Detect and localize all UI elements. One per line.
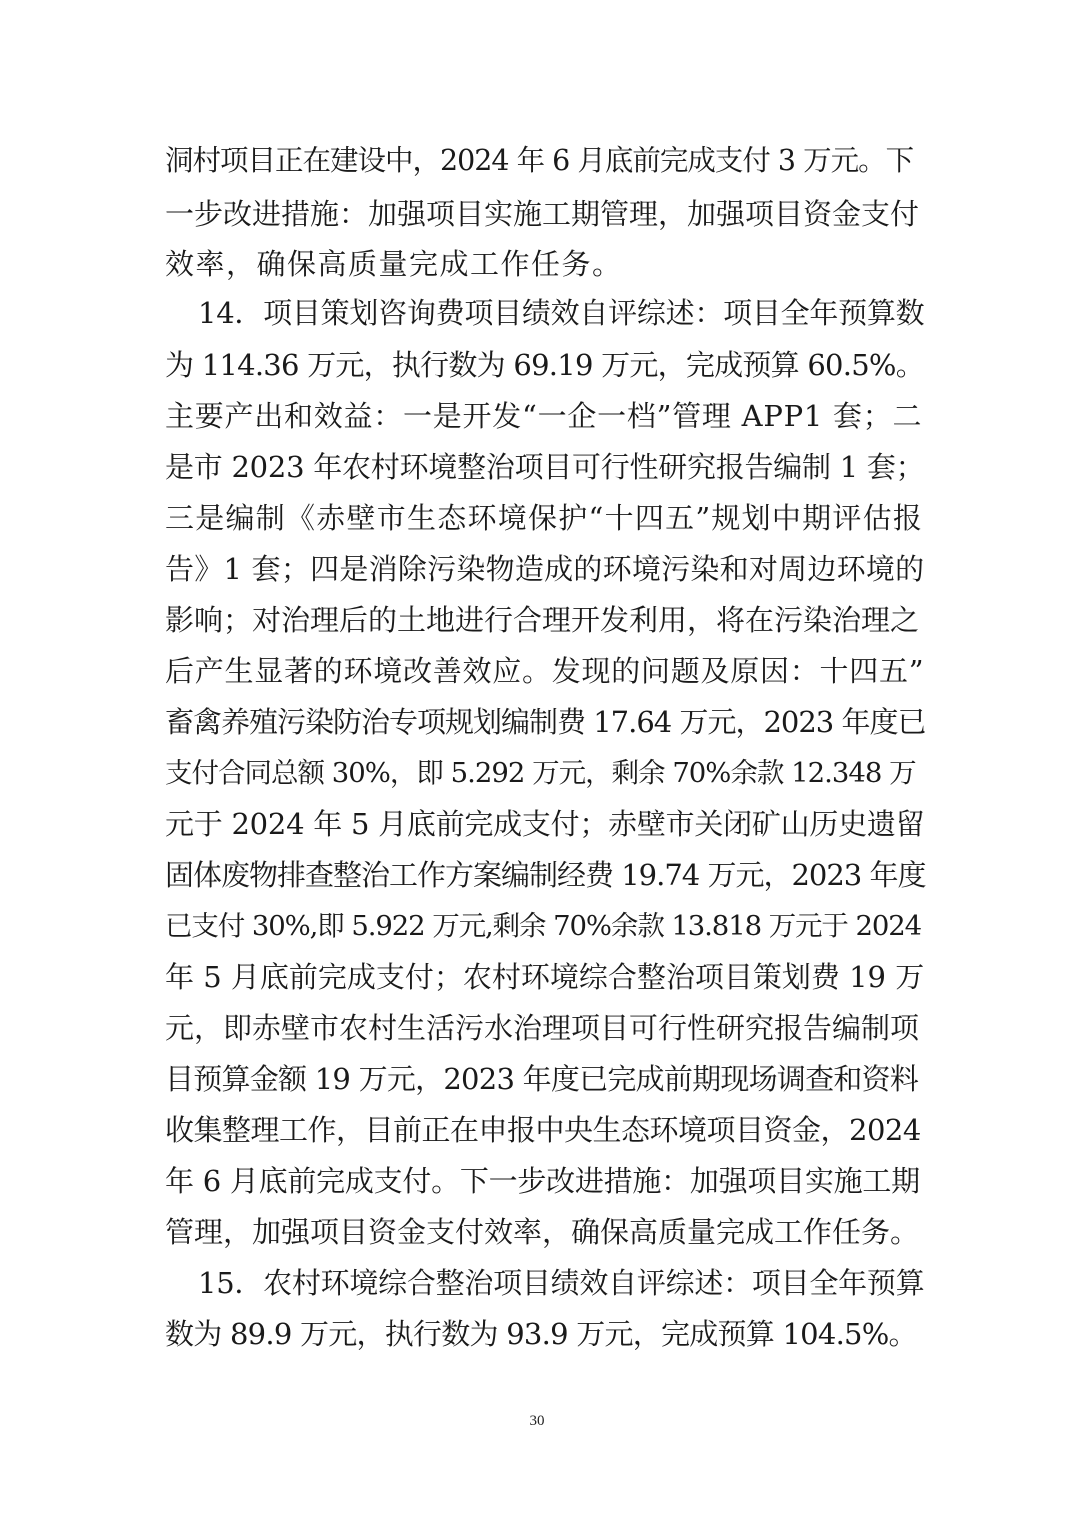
paragraph-14-start: 14．项目策划咨询费项目绩效自评综述：项目全年预算数 (198, 296, 925, 330)
text-line: 数为 89.9 万元，执行数为 93.9 万元，完成预算 104.5%。 (165, 1317, 917, 1351)
paragraph-15-start: 15．农村环境综合整治项目绩效自评综述：项目全年预算 (198, 1266, 925, 1300)
text-line: 畜禽养殖污染防治专项规划编制费 17.64 万元，2023 年度已 (165, 705, 926, 739)
text-line: 目预算金额 19 万元，2023 年度已完成前期现场调查和资料 (165, 1062, 919, 1096)
text-line: 元，即赤壁市农村生活污水治理项目可行性研究报告编制项 (165, 1011, 920, 1045)
text-line: 管理，加强项目资金支付效率，确保高质量完成工作任务。 (165, 1215, 920, 1249)
text-line: 效率，确保高质量完成工作任务。 (165, 247, 623, 281)
text-line: 主要产出和效益：一是开发“一企一档”管理 APP1 套；二 (165, 399, 923, 433)
text-line: 收集整理工作，目前正在申报中央生态环境项目资金，2024 (165, 1113, 921, 1147)
text-line: 影响；对治理后的土地进行合理开发利用，将在污染治理之 (165, 603, 920, 637)
text-line: 支付合同总额 30%，即 5.292 万元，剩余 70%余款 12.348 万 (165, 757, 916, 789)
text-line: 年 5 月底前完成支付；农村环境综合整治项目策划费 19 万 (165, 960, 925, 994)
text-line: 洞村项目正在建设中，2024 年 6 月底前完成支付 3 万元。下 (165, 144, 914, 177)
text-line: 告》1 套；四是消除污染物造成的环境污染和对周边环境的 (165, 552, 925, 586)
page-number: 30 (529, 1413, 545, 1429)
text-line: 一步改进措施：加强项目实施工期管理，加强项目资金支付 (165, 197, 920, 231)
text-line: 已支付 30%,即 5.922 万元,剩余 70%余款 13.818 万元于 2024 (165, 910, 922, 942)
text-line: 固体废物排查整治工作方案编制经费 19.74 万元，2023 年度 (165, 858, 926, 892)
text-line: 元于 2024 年 5 月底前完成支付；赤壁市关闭矿山历史遗留 (165, 807, 925, 841)
text-line: 是市 2023 年农村环境整治项目可行性研究报告编制 1 套； (165, 450, 925, 484)
text-line: 年 6 月底前完成支付。下一步改进措施：加强项目实施工期 (165, 1164, 920, 1198)
text-line: 后产生显著的环境改善效应。发现的问题及原因：十四五” (165, 654, 925, 688)
text-line: 三是编制《赤壁市生态环境保护“十四五”规划中期评估报 (165, 501, 924, 535)
text-line: 为 114.36 万元，执行数为 69.19 万元，完成预算 60.5%。 (165, 348, 924, 382)
